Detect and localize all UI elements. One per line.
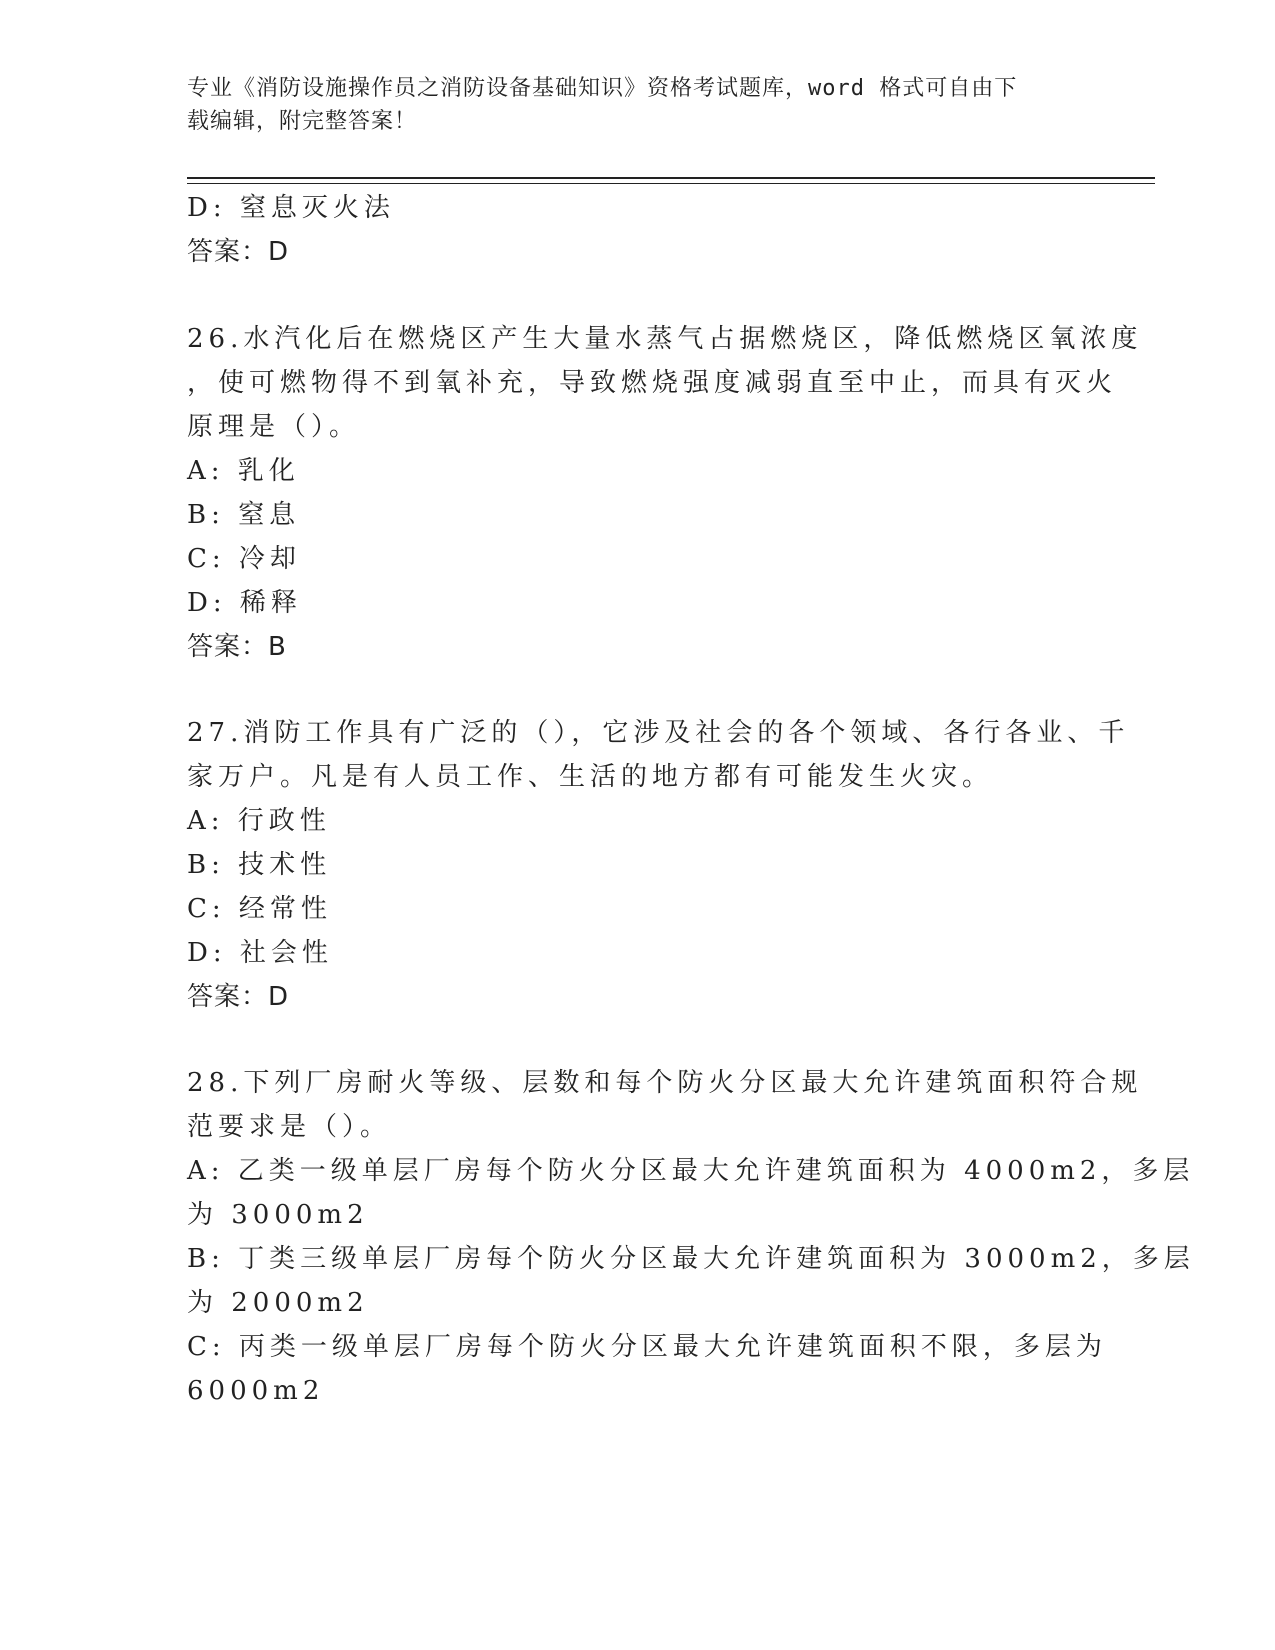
header-line-1: 专业《消防设施操作员之消防设备基础知识》资格考试题库，word 格式可自由下 <box>187 76 1018 101</box>
q27-answer: 答案：D <box>187 982 290 1012</box>
document-header <box>187 72 1067 138</box>
prev-answer: 答案：D <box>187 237 290 267</box>
q26-option-b: B: 窒息 <box>187 500 301 530</box>
q28-option-a-line-1: A: 乙类一级单层厂房每个防火分区最大允许建筑面积为 4000m2，多层 <box>187 1156 1195 1186</box>
q28-stem-line-1: 28.下列厂房耐火等级、层数和每个防火分区最大允许建筑面积符合规 <box>187 1068 1143 1098</box>
q27-option-d: D: 社会性 <box>187 938 333 968</box>
q26-option-d: D: 稀释 <box>187 588 302 618</box>
q26-answer: 答案：B <box>187 632 287 662</box>
q28-option-c-line-2: 6000m2 <box>187 1376 325 1406</box>
header-line-2: 载编辑，附完整答案！ <box>187 109 418 134</box>
q26-stem-line-1: 26.水汽化后在燃烧区产生大量水蒸气占据燃烧区，降低燃烧区氧浓度 <box>187 324 1143 354</box>
prev-option-d: D: 窒息灭火法 <box>187 193 395 223</box>
q27-option-b: B: 技术性 <box>187 850 332 880</box>
q26-option-a: A: 乳化 <box>187 456 300 486</box>
q27-stem-line-1: 27.消防工作具有广泛的（），它涉及社会的各个领域、各行各业、千 <box>187 718 1130 748</box>
q27-option-a: A: 行政性 <box>187 806 331 836</box>
q26-option-c: C: 冷却 <box>187 544 301 574</box>
q28-option-b-line-1: B: 丁类三级单层厂房每个防火分区最大允许建筑面积为 3000m2，多层 <box>187 1244 1195 1274</box>
q27-option-c: C: 经常性 <box>187 894 332 924</box>
header-rule-thin <box>187 183 1155 184</box>
q26-stem-line-3: 原理是（）。 <box>187 412 361 442</box>
q28-option-a-line-2: 为 3000m2 <box>187 1200 369 1230</box>
q26-stem-line-2: ，使可燃物得不到氧补充，导致燃烧强度减弱直至中止，而具有灭火 <box>187 368 1118 398</box>
header-rule-thick <box>187 177 1155 179</box>
q28-stem-line-2: 范要求是（）。 <box>187 1112 392 1142</box>
q27-stem-line-2: 家万户。凡是有人员工作、生活的地方都有可能发生火灾。 <box>187 762 994 792</box>
q28-option-c-line-1: C: 丙类一级单层厂房每个防火分区最大允许建筑面积不限，多层为 <box>187 1332 1107 1362</box>
q28-option-b-line-2: 为 2000m2 <box>187 1288 369 1318</box>
